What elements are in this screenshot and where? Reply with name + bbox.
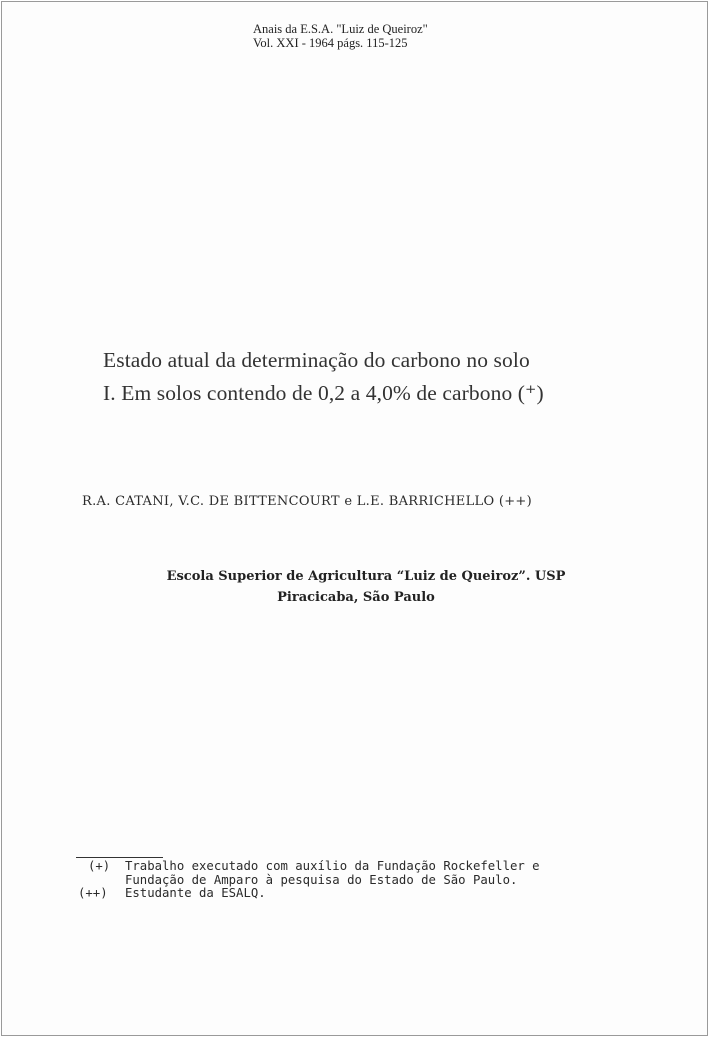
authors: R.A. CATANI, V.C. DE BITTENCOURT e L.E. BARRICHELLO (++) <box>82 494 532 509</box>
footnote-mark: (+) <box>88 859 111 873</box>
footnote-rule <box>76 857 163 858</box>
affiliation-line1: Escola Superior de Agricultura “Luiz de Queiroz”. USP <box>166 569 566 584</box>
affiliation-line2: Piracicaba, São Paulo <box>277 590 435 605</box>
journal-header <box>253 22 428 50</box>
article-title <box>103 344 544 410</box>
footnote-text: Trabalho executado com auxílio da Fundação Rockefeller e <box>125 859 540 873</box>
journal-header-line1: Anais da E.S.A. "Luiz de Queiroz" <box>253 22 428 36</box>
footnote-text: Estudante da ESALQ. <box>125 886 266 900</box>
affiliation <box>0 566 709 608</box>
article-title-line1: Estado atual da determinação do carbono no solo <box>103 348 530 372</box>
footnotes <box>78 860 540 901</box>
footnote-item <box>78 887 540 901</box>
footnote-text: Fundação de Amparo à pesquisa do Estado de São Paulo. <box>125 872 518 887</box>
journal-header-line2: Vol. XXI - 1964 págs. 115-125 <box>253 36 408 50</box>
article-title-line2: I. Em solos contendo de 0,2 a 4,0% de carbono (⁺) <box>103 381 544 405</box>
footnote-item <box>78 860 540 874</box>
footnote-mark: (++) <box>78 886 108 900</box>
footnote-item <box>78 874 540 888</box>
